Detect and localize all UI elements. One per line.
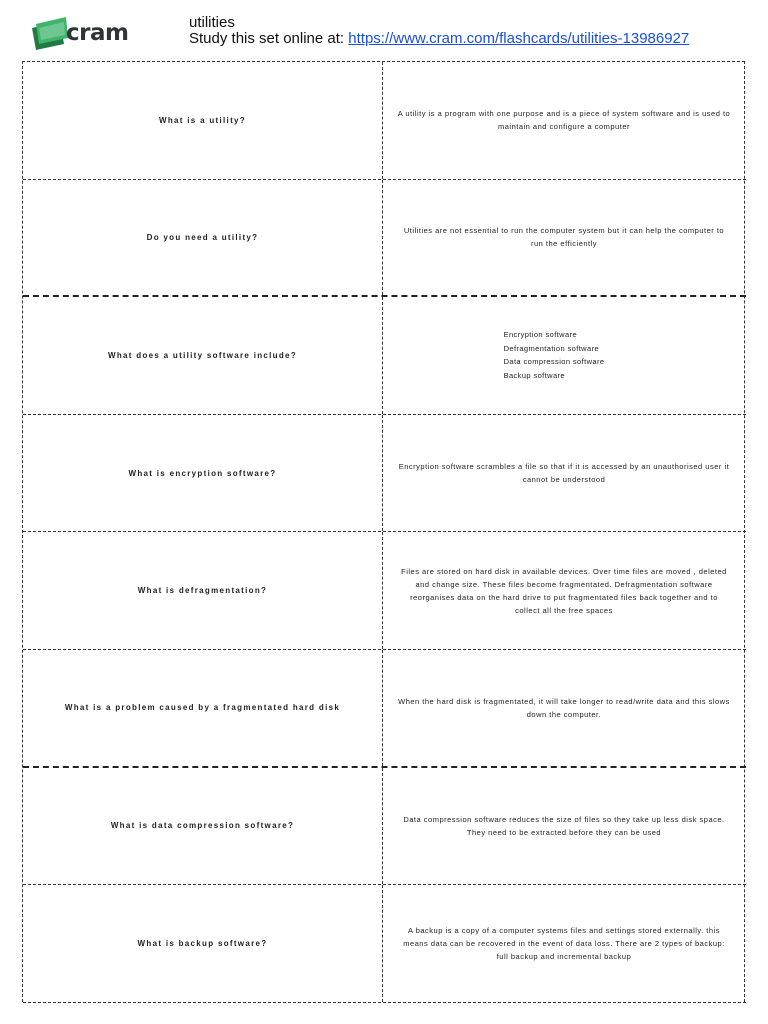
card-definition-cell bbox=[383, 768, 745, 885]
list-item: Encryption software bbox=[503, 330, 578, 340]
card-definition-cell bbox=[383, 532, 745, 649]
card-definition: Data compression software reduces the size of files so they take up less disk space. They need to be extracted before they can be used bbox=[403, 814, 725, 837]
card-definition-cell bbox=[383, 180, 745, 296]
set-title: utilities bbox=[189, 14, 235, 31]
card-term-cell bbox=[23, 415, 383, 532]
card-term: Do you need a utility? bbox=[146, 232, 259, 242]
flashcard bbox=[23, 180, 746, 298]
flashcard bbox=[23, 885, 746, 1003]
list-item: Data compression software bbox=[503, 357, 605, 367]
card-term: What does a utility software include? bbox=[107, 350, 297, 360]
cram-logo[interactable] bbox=[30, 14, 140, 52]
card-definition: Files are stored on hard disk in available devices. Over time files are moved , deleted and change size. These files become fragmentated. Defragmentation software reorganises data on the hard drive to put fragmentated files back together and to collect all the free spaces bbox=[401, 566, 727, 615]
card-term-cell bbox=[23, 650, 383, 766]
card-definition-cell bbox=[383, 650, 745, 766]
card-definition-cell bbox=[383, 62, 745, 179]
study-url-link[interactable]: https://www.cram.com/flashcards/utilities-13986927 bbox=[348, 30, 690, 47]
card-term-cell bbox=[23, 768, 383, 885]
card-term: What is backup software? bbox=[137, 938, 268, 948]
study-prefix: Study this set online at: bbox=[189, 30, 349, 47]
page-header bbox=[0, 0, 768, 58]
card-term: What is data compression software? bbox=[110, 821, 295, 831]
card-term-cell bbox=[23, 180, 383, 296]
card-definition: A backup is a copy of a computer systems files and settings stored externally. this means data can be recovered in the event of data loss. There are 2 types of backup: full backup and incremental backup bbox=[403, 925, 725, 961]
flashcard bbox=[23, 532, 746, 650]
flashcard bbox=[23, 297, 746, 415]
card-definition-cell bbox=[383, 885, 745, 1002]
list-item: Backup software bbox=[503, 370, 566, 380]
study-line bbox=[189, 30, 689, 47]
flashcard bbox=[23, 62, 746, 180]
card-term-cell bbox=[23, 532, 383, 649]
card-term: What is encryption software? bbox=[128, 468, 277, 478]
card-term: What is a utility? bbox=[159, 115, 246, 125]
card-definition: When the hard disk is fragmentated, it will take longer to read/write data and this slows down the computer. bbox=[398, 696, 730, 719]
flashcard-grid bbox=[22, 61, 745, 1002]
card-term: What is a problem caused by a fragmentated hard disk bbox=[64, 703, 341, 713]
card-definition: Encryption software scrambles a file so that if it is accessed by an unauthorised user it cannot be understood bbox=[398, 462, 730, 485]
card-definition: A utility is a program with one purpose and is a piece of system software and is used to maintain and configure a computer bbox=[397, 109, 731, 132]
card-term-cell bbox=[23, 297, 383, 414]
card-definition-cell bbox=[383, 297, 745, 414]
card-term-cell bbox=[23, 62, 383, 179]
logo-text: cram bbox=[66, 20, 129, 46]
card-term: What is defragmentation? bbox=[137, 586, 268, 596]
flashcard bbox=[23, 650, 746, 768]
flashcard bbox=[23, 415, 746, 533]
card-definition: Utilities are not essential to run the computer system but it can help the computer to run the efficiently bbox=[403, 226, 725, 249]
card-definition-cell bbox=[383, 415, 745, 532]
card-definition-list bbox=[504, 328, 605, 382]
card-term-cell bbox=[23, 885, 383, 1002]
list-item: Defragmentation software bbox=[503, 343, 600, 353]
flashcard bbox=[23, 768, 746, 886]
